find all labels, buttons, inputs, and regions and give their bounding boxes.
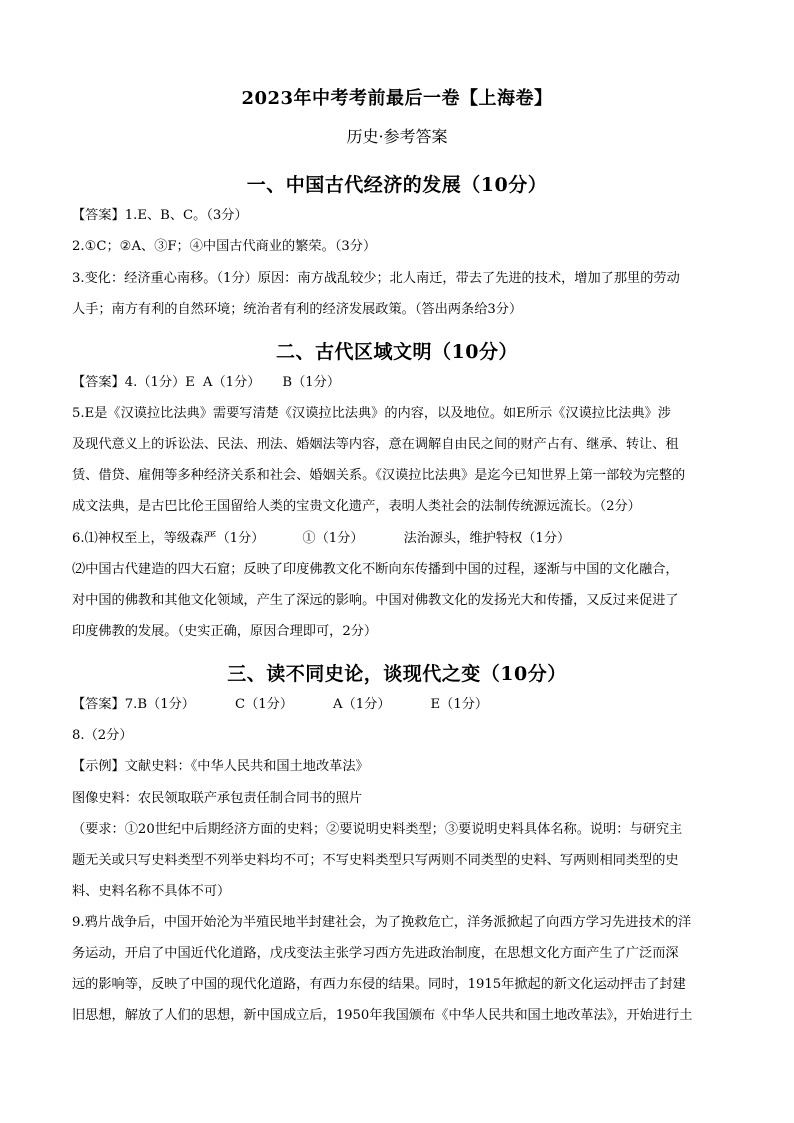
answer-line: 料、史料名称不具体不可） [72,884,231,899]
answer-line: 旧思想，解放了人们的思想，新中国成立后，1950年我国颁布《中华人民共和国土地改革法》，开始进行土 [72,1008,693,1023]
answer-line: 【答案】1.E、B、C。（3分） [72,208,248,223]
answer-line: 赁、借贷、雇佣等多种经济关系和社会、婚姻关系。《汉谟拉比法典》是迄今已知世界上第一部较为完整的 [72,468,686,483]
section-2-heading: 二、古代区域文明（10分） [276,341,518,363]
q4-part: B（1分） [282,375,341,390]
answer-line: 对中国的佛教和其他文化领域，产生了深远的影响。中国对佛教文化的发扬光大和传播，又反过来促进了 [72,593,679,608]
q7-part: E（1分） [430,697,489,712]
answer-line: 务运动，开启了中国近代化道路，戊戌变法主张学习西方先进政治制度，在思想文化方面产生了广泛而深 [72,946,679,961]
answer-line: 3.变化：经济重心南移。（1分）原因：南方战乱较少；北人南迁，带去了先进的技术，增加了那里的劳动 [72,271,680,286]
answer-line: 图像史料：农民领取联产承包责任制合同书的照片 [72,791,363,806]
q4-part: A（1分） [202,375,261,390]
answer-line: 人手；南方有利的自然环境；统治者有利的经济发展政策。（答出两条给3分） [72,302,523,317]
answer-line: （要求：①20世纪中后期经济方面的史料；②要说明史料类型；③要说明史料具体名称。说明：与研究主 [72,822,683,837]
answer-line: ⑵中国古代建造的四大石窟；反映了印度佛教文化不断向东传播到中国的过程，逐渐与中国的文化融合， [72,562,679,577]
q4-part: 【答案】4.（1分）E [72,375,195,390]
q6-part: 6.⑴神权至上，等级森严（1分） [72,531,265,546]
answer-line: 2.①C；②A、③F；④中国古代商业的繁荣。（3分） [72,239,377,254]
answer-line: 【示例】文献史料：《中华人民共和国土地改革法》 [72,759,369,774]
q7-part: C（1分） [234,697,294,712]
section-1-heading: 一、中国古代经济的发展（10分） [246,174,548,196]
q6-part: ①（1分） [302,531,364,546]
q7-part: A（1分） [333,697,391,712]
answer-line: 及现代意义上的诉讼法、民法、刑法、婚姻法等内容，意在调解自由民之间的财产占有、继承、转让、租 [72,437,679,452]
answer-line: 8.（2分） [72,728,133,743]
section-3-heading: 三、读不同史论，谈现代之变（10分） [227,663,567,685]
answer-line-q6-1 [72,529,724,549]
document-subtitle: 历史·参考答案 [346,127,448,146]
document-title: 2023年中考考前最后一卷【上海卷】 [241,88,553,109]
answer-line: 题无关或只写史料类型不列举史料均不可；不写史料类型只写两则不同类型的史料、写两则相同类型的史 [72,853,679,868]
answer-line: 印度佛教的发展。（史实正确，原因合理即可，2分） [72,624,378,639]
answer-line-q4 [72,373,724,393]
answer-line: 成文法典，是古巴比伦王国留给人类的宝贵文化遗产，表明人类社会的法制传统源远流长。（2分） [72,499,641,514]
answer-line: 9.鸦片战争后，中国开始沦为半殖民地半封建社会，为了挽救危亡，洋务派掀起了向西方学习先进技术的洋 [72,915,692,930]
answer-line: 5.E是《汉谟拉比法典》需要写清楚《汉谟拉比法典》的内容，以及地位。如E所示《汉谟拉比法典》涉 [72,406,671,421]
answer-line-q7 [72,695,724,715]
q6-part: 法治源头，维护特权（1分） [403,531,571,546]
answer-line: 远的影响等，反映了中国的现代化道路，有西力东侵的结果。同时，1915年掀起的新文化运动抨击了封建 [72,977,686,992]
q7-part: 【答案】7.B（1分） [72,697,195,712]
